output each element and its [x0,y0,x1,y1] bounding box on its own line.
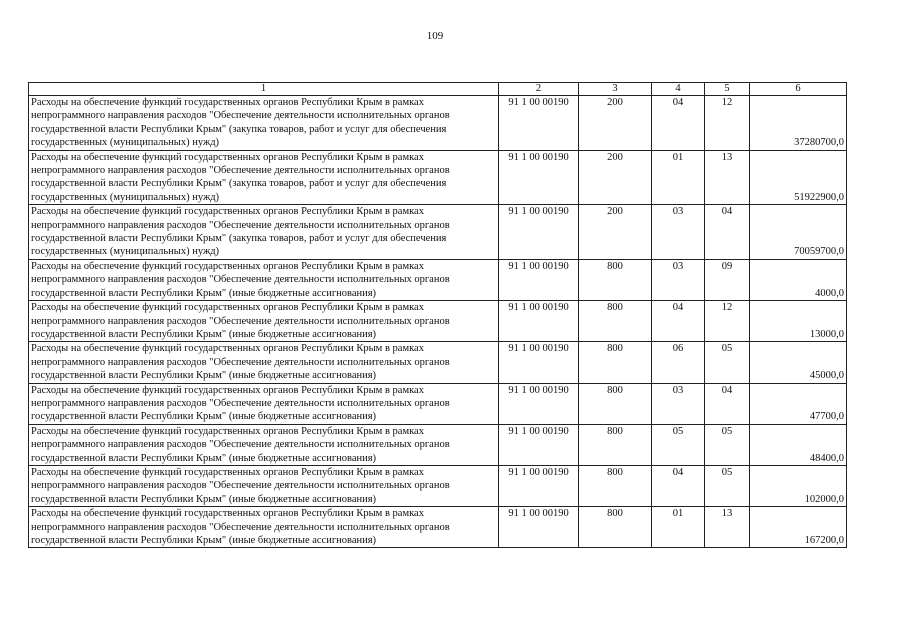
table-row [29,465,847,506]
row-amount: 47700,0 [750,383,847,424]
row-section: 01 [652,150,705,205]
row-section: 05 [652,424,705,465]
row-description: Расходы на обеспечение функций государственных органов Республики Крым в рамках непрограммного направления расходов "Обеспечение деятельности исполнительных органов государственной власти Республики Крым" (иные бюджетные ассигнования) [29,424,499,465]
row-expense-type: 800 [579,259,652,300]
table-row [29,150,847,205]
row-code: 91 1 00 00190 [499,342,579,383]
table-row [29,342,847,383]
row-section: 04 [652,465,705,506]
row-amount: 51922900,0 [750,150,847,205]
row-subsection: 12 [705,96,750,151]
row-expense-type: 800 [579,342,652,383]
row-expense-type: 200 [579,205,652,260]
row-subsection: 05 [705,424,750,465]
row-subsection: 04 [705,205,750,260]
row-section: 03 [652,383,705,424]
row-amount: 70059700,0 [750,205,847,260]
page-number: 109 [426,30,444,42]
row-description: Расходы на обеспечение функций государственных органов Республики Крым в рамках непрограммного направления расходов "Обеспечение деятельности исполнительных органов государственной власти Республики Крым" (закупка товаров, работ и услуг для обеспечения государственных (муниципальных) нужд) [29,205,499,260]
row-section: 06 [652,342,705,383]
row-section: 04 [652,301,705,342]
table-header-row [29,83,847,96]
row-code: 91 1 00 00190 [499,301,579,342]
column-header: 3 [579,83,652,96]
row-description: Расходы на обеспечение функций государственных органов Республики Крым в рамках непрограммного направления расходов "Обеспечение деятельности исполнительных органов государственной власти Республики Крым" (закупка товаров, работ и услуг для обеспечения государственных (муниципальных) нужд) [29,96,499,151]
table-row [29,205,847,260]
row-description: Расходы на обеспечение функций государственных органов Республики Крым в рамках непрограммного направления расходов "Обеспечение деятельности исполнительных органов государственной власти Республики Крым" (иные бюджетные ассигнования) [29,301,499,342]
row-amount: 48400,0 [750,424,847,465]
row-amount: 102000,0 [750,465,847,506]
column-header: 4 [652,83,705,96]
table-body [29,96,847,548]
table-row [29,424,847,465]
row-code: 91 1 00 00190 [499,96,579,151]
column-header: 6 [750,83,847,96]
row-section: 03 [652,205,705,260]
table-row [29,507,847,548]
row-subsection: 04 [705,383,750,424]
row-section: 01 [652,507,705,548]
row-description: Расходы на обеспечение функций государственных органов Республики Крым в рамках непрограммного направления расходов "Обеспечение деятельности исполнительных органов государственной власти Республики Крым" (иные бюджетные ассигнования) [29,383,499,424]
row-code: 91 1 00 00190 [499,383,579,424]
row-subsection: 09 [705,259,750,300]
budget-table [28,82,847,548]
row-subsection: 05 [705,465,750,506]
table-row [29,383,847,424]
row-expense-type: 200 [579,150,652,205]
row-amount: 37280700,0 [750,96,847,151]
row-amount: 167200,0 [750,507,847,548]
row-expense-type: 800 [579,424,652,465]
table-row [29,301,847,342]
row-code: 91 1 00 00190 [499,424,579,465]
row-code: 91 1 00 00190 [499,507,579,548]
row-subsection: 13 [705,150,750,205]
row-amount: 4000,0 [750,259,847,300]
row-amount: 13000,0 [750,301,847,342]
column-header: 2 [499,83,579,96]
row-code: 91 1 00 00190 [499,259,579,300]
row-expense-type: 200 [579,96,652,151]
row-code: 91 1 00 00190 [499,150,579,205]
row-description: Расходы на обеспечение функций государственных органов Республики Крым в рамках непрограммного направления расходов "Обеспечение деятельности исполнительных органов государственной власти Республики Крым" (иные бюджетные ассигнования) [29,507,499,548]
row-code: 91 1 00 00190 [499,465,579,506]
table-row [29,259,847,300]
row-expense-type: 800 [579,507,652,548]
row-amount: 45000,0 [750,342,847,383]
row-expense-type: 800 [579,465,652,506]
row-subsection: 12 [705,301,750,342]
row-description: Расходы на обеспечение функций государственных органов Республики Крым в рамках непрограммного направления расходов "Обеспечение деятельности исполнительных органов государственной власти Республики Крым" (иные бюджетные ассигнования) [29,465,499,506]
row-subsection: 05 [705,342,750,383]
table-row [29,96,847,151]
row-expense-type: 800 [579,383,652,424]
column-header: 1 [29,83,499,96]
row-description: Расходы на обеспечение функций государственных органов Республики Крым в рамках непрограммного направления расходов "Обеспечение деятельности исполнительных органов государственной власти Республики Крым" (закупка товаров, работ и услуг для обеспечения государственных (муниципальных) нужд) [29,150,499,205]
row-expense-type: 800 [579,301,652,342]
row-code: 91 1 00 00190 [499,205,579,260]
row-section: 03 [652,259,705,300]
row-subsection: 13 [705,507,750,548]
row-description: Расходы на обеспечение функций государственных органов Республики Крым в рамках непрограммного направления расходов "Обеспечение деятельности исполнительных органов государственной власти Республики Крым" (иные бюджетные ассигнования) [29,342,499,383]
row-description: Расходы на обеспечение функций государственных органов Республики Крым в рамках непрограммного направления расходов "Обеспечение деятельности исполнительных органов государственной власти Республики Крым" (иные бюджетные ассигнования) [29,259,499,300]
row-section: 04 [652,96,705,151]
column-header: 5 [705,83,750,96]
